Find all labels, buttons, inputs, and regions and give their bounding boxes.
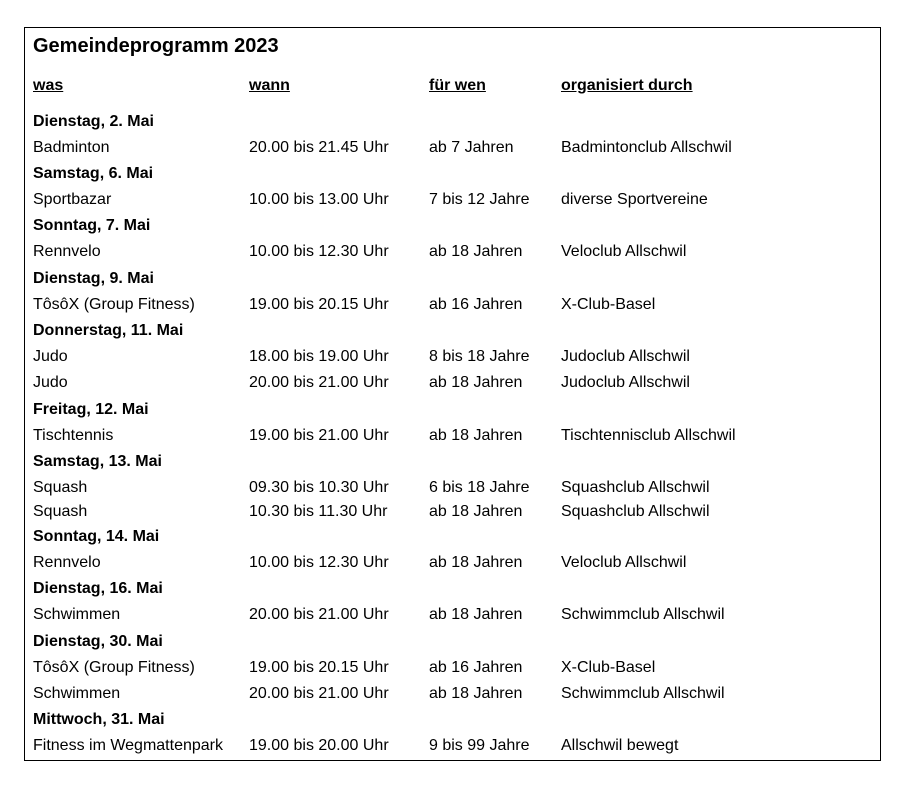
event-fuer-wen: ab 18 Jahren [429, 374, 523, 391]
event-row [25, 426, 880, 448]
event-wann: 19.00 bis 20.00 Uhr [249, 737, 389, 754]
event-row [25, 242, 880, 264]
event-fuer-wen: ab 18 Jahren [429, 427, 523, 444]
event-fuer-wen: 7 bis 12 Jahre [429, 191, 530, 208]
event-was: Schwimmen [33, 685, 121, 702]
day-heading: Dienstag, 2. Mai [33, 113, 154, 130]
header-wann: wann [249, 77, 290, 94]
header-organisiert-durch: organisiert durch [561, 77, 693, 94]
event-fuer-wen: ab 16 Jahren [429, 296, 523, 313]
day-heading-row [25, 112, 880, 134]
event-organisiert: Schwimmclub Allschwil [561, 606, 725, 623]
day-heading-row [25, 164, 880, 186]
event-wann: 19.00 bis 20.15 Uhr [249, 296, 389, 313]
day-heading: Sonntag, 14. Mai [33, 528, 160, 545]
day-heading-row [25, 400, 880, 422]
event-wann: 18.00 bis 19.00 Uhr [249, 348, 389, 365]
event-organisiert: Schwimmclub Allschwil [561, 685, 725, 702]
event-wann: 20.00 bis 21.00 Uhr [249, 606, 389, 623]
event-was: Badminton [33, 139, 110, 156]
event-organisiert: Badmintonclub Allschwil [561, 139, 732, 156]
event-row [25, 658, 880, 680]
day-heading-row [25, 579, 880, 601]
event-row [25, 138, 880, 160]
event-fuer-wen: ab 18 Jahren [429, 606, 523, 623]
event-was: Squash [33, 479, 88, 496]
event-wann: 19.00 bis 21.00 Uhr [249, 427, 389, 444]
event-wann: 10.30 bis 11.30 Uhr [249, 503, 388, 520]
event-was: Tischtennis [33, 427, 114, 444]
day-heading: Dienstag, 9. Mai [33, 270, 154, 287]
event-row [25, 605, 880, 627]
event-was: Judo [33, 348, 68, 365]
event-wann: 10.00 bis 12.30 Uhr [249, 554, 389, 571]
event-wann: 09.30 bis 10.30 Uhr [249, 479, 389, 496]
event-organisiert: X-Club-Basel [561, 659, 656, 676]
event-organisiert: Judoclub Allschwil [561, 348, 690, 365]
event-wann: 20.00 bis 21.00 Uhr [249, 685, 389, 702]
day-heading: Freitag, 12. Mai [33, 401, 149, 418]
event-wann: 19.00 bis 20.15 Uhr [249, 659, 389, 676]
event-was: Rennvelo [33, 243, 101, 260]
event-organisiert: diverse Sportvereine [561, 191, 708, 208]
header-fuer-wen: für wen [429, 77, 486, 94]
day-heading-row [25, 710, 880, 732]
event-wann: 10.00 bis 13.00 Uhr [249, 191, 389, 208]
day-heading-row [25, 452, 880, 474]
event-fuer-wen: ab 18 Jahren [429, 554, 523, 571]
event-was: TôsôX (Group Fitness) [33, 296, 195, 313]
event-organisiert: Squashclub Allschwil [561, 479, 710, 496]
day-heading-row [25, 269, 880, 291]
event-was: Schwimmen [33, 606, 121, 623]
event-row [25, 295, 880, 317]
event-wann: 10.00 bis 12.30 Uhr [249, 243, 389, 260]
event-fuer-wen: 9 bis 99 Jahre [429, 737, 530, 754]
event-row [25, 190, 880, 212]
event-row [25, 373, 880, 395]
event-organisiert: Allschwil bewegt [561, 737, 679, 754]
event-row [25, 502, 880, 524]
program-frame [24, 27, 881, 761]
header-was: was [33, 77, 64, 94]
event-organisiert: X-Club-Basel [561, 296, 656, 313]
day-heading-row [25, 527, 880, 549]
event-was: TôsôX (Group Fitness) [33, 659, 195, 676]
page-title: Gemeindeprogramm 2023 [33, 35, 279, 57]
day-heading: Donnerstag, 11. Mai [33, 322, 184, 339]
table-header [25, 76, 880, 96]
event-row [25, 553, 880, 575]
event-row [25, 347, 880, 369]
event-fuer-wen: ab 18 Jahren [429, 243, 523, 260]
event-fuer-wen: ab 16 Jahren [429, 659, 523, 676]
event-was: Sportbazar [33, 191, 112, 208]
event-organisiert: Veloclub Allschwil [561, 554, 687, 571]
day-heading: Mittwoch, 31. Mai [33, 711, 165, 728]
day-heading-row [25, 632, 880, 654]
event-wann: 20.00 bis 21.00 Uhr [249, 374, 389, 391]
day-heading: Samstag, 13. Mai [33, 453, 162, 470]
event-organisiert: Squashclub Allschwil [561, 503, 710, 520]
day-heading: Sonntag, 7. Mai [33, 217, 151, 234]
event-was: Rennvelo [33, 554, 101, 571]
event-was: Squash [33, 503, 88, 520]
day-heading: Samstag, 6. Mai [33, 165, 154, 182]
event-organisiert: Veloclub Allschwil [561, 243, 687, 260]
event-row [25, 684, 880, 706]
event-organisiert: Judoclub Allschwil [561, 374, 690, 391]
event-fuer-wen: ab 18 Jahren [429, 685, 523, 702]
day-heading: Dienstag, 16. Mai [33, 580, 163, 597]
event-fuer-wen: 6 bis 18 Jahre [429, 479, 530, 496]
event-was: Fitness im Wegmattenpark [33, 737, 223, 754]
event-fuer-wen: 8 bis 18 Jahre [429, 348, 530, 365]
event-fuer-wen: ab 18 Jahren [429, 503, 523, 520]
day-heading-row [25, 321, 880, 343]
event-organisiert: Tischtennisclub Allschwil [561, 427, 736, 444]
event-row [25, 736, 880, 758]
event-row [25, 478, 880, 500]
event-fuer-wen: ab 7 Jahren [429, 139, 514, 156]
event-wann: 20.00 bis 21.45 Uhr [249, 139, 389, 156]
day-heading: Dienstag, 30. Mai [33, 633, 163, 650]
event-was: Judo [33, 374, 68, 391]
day-heading-row [25, 216, 880, 238]
